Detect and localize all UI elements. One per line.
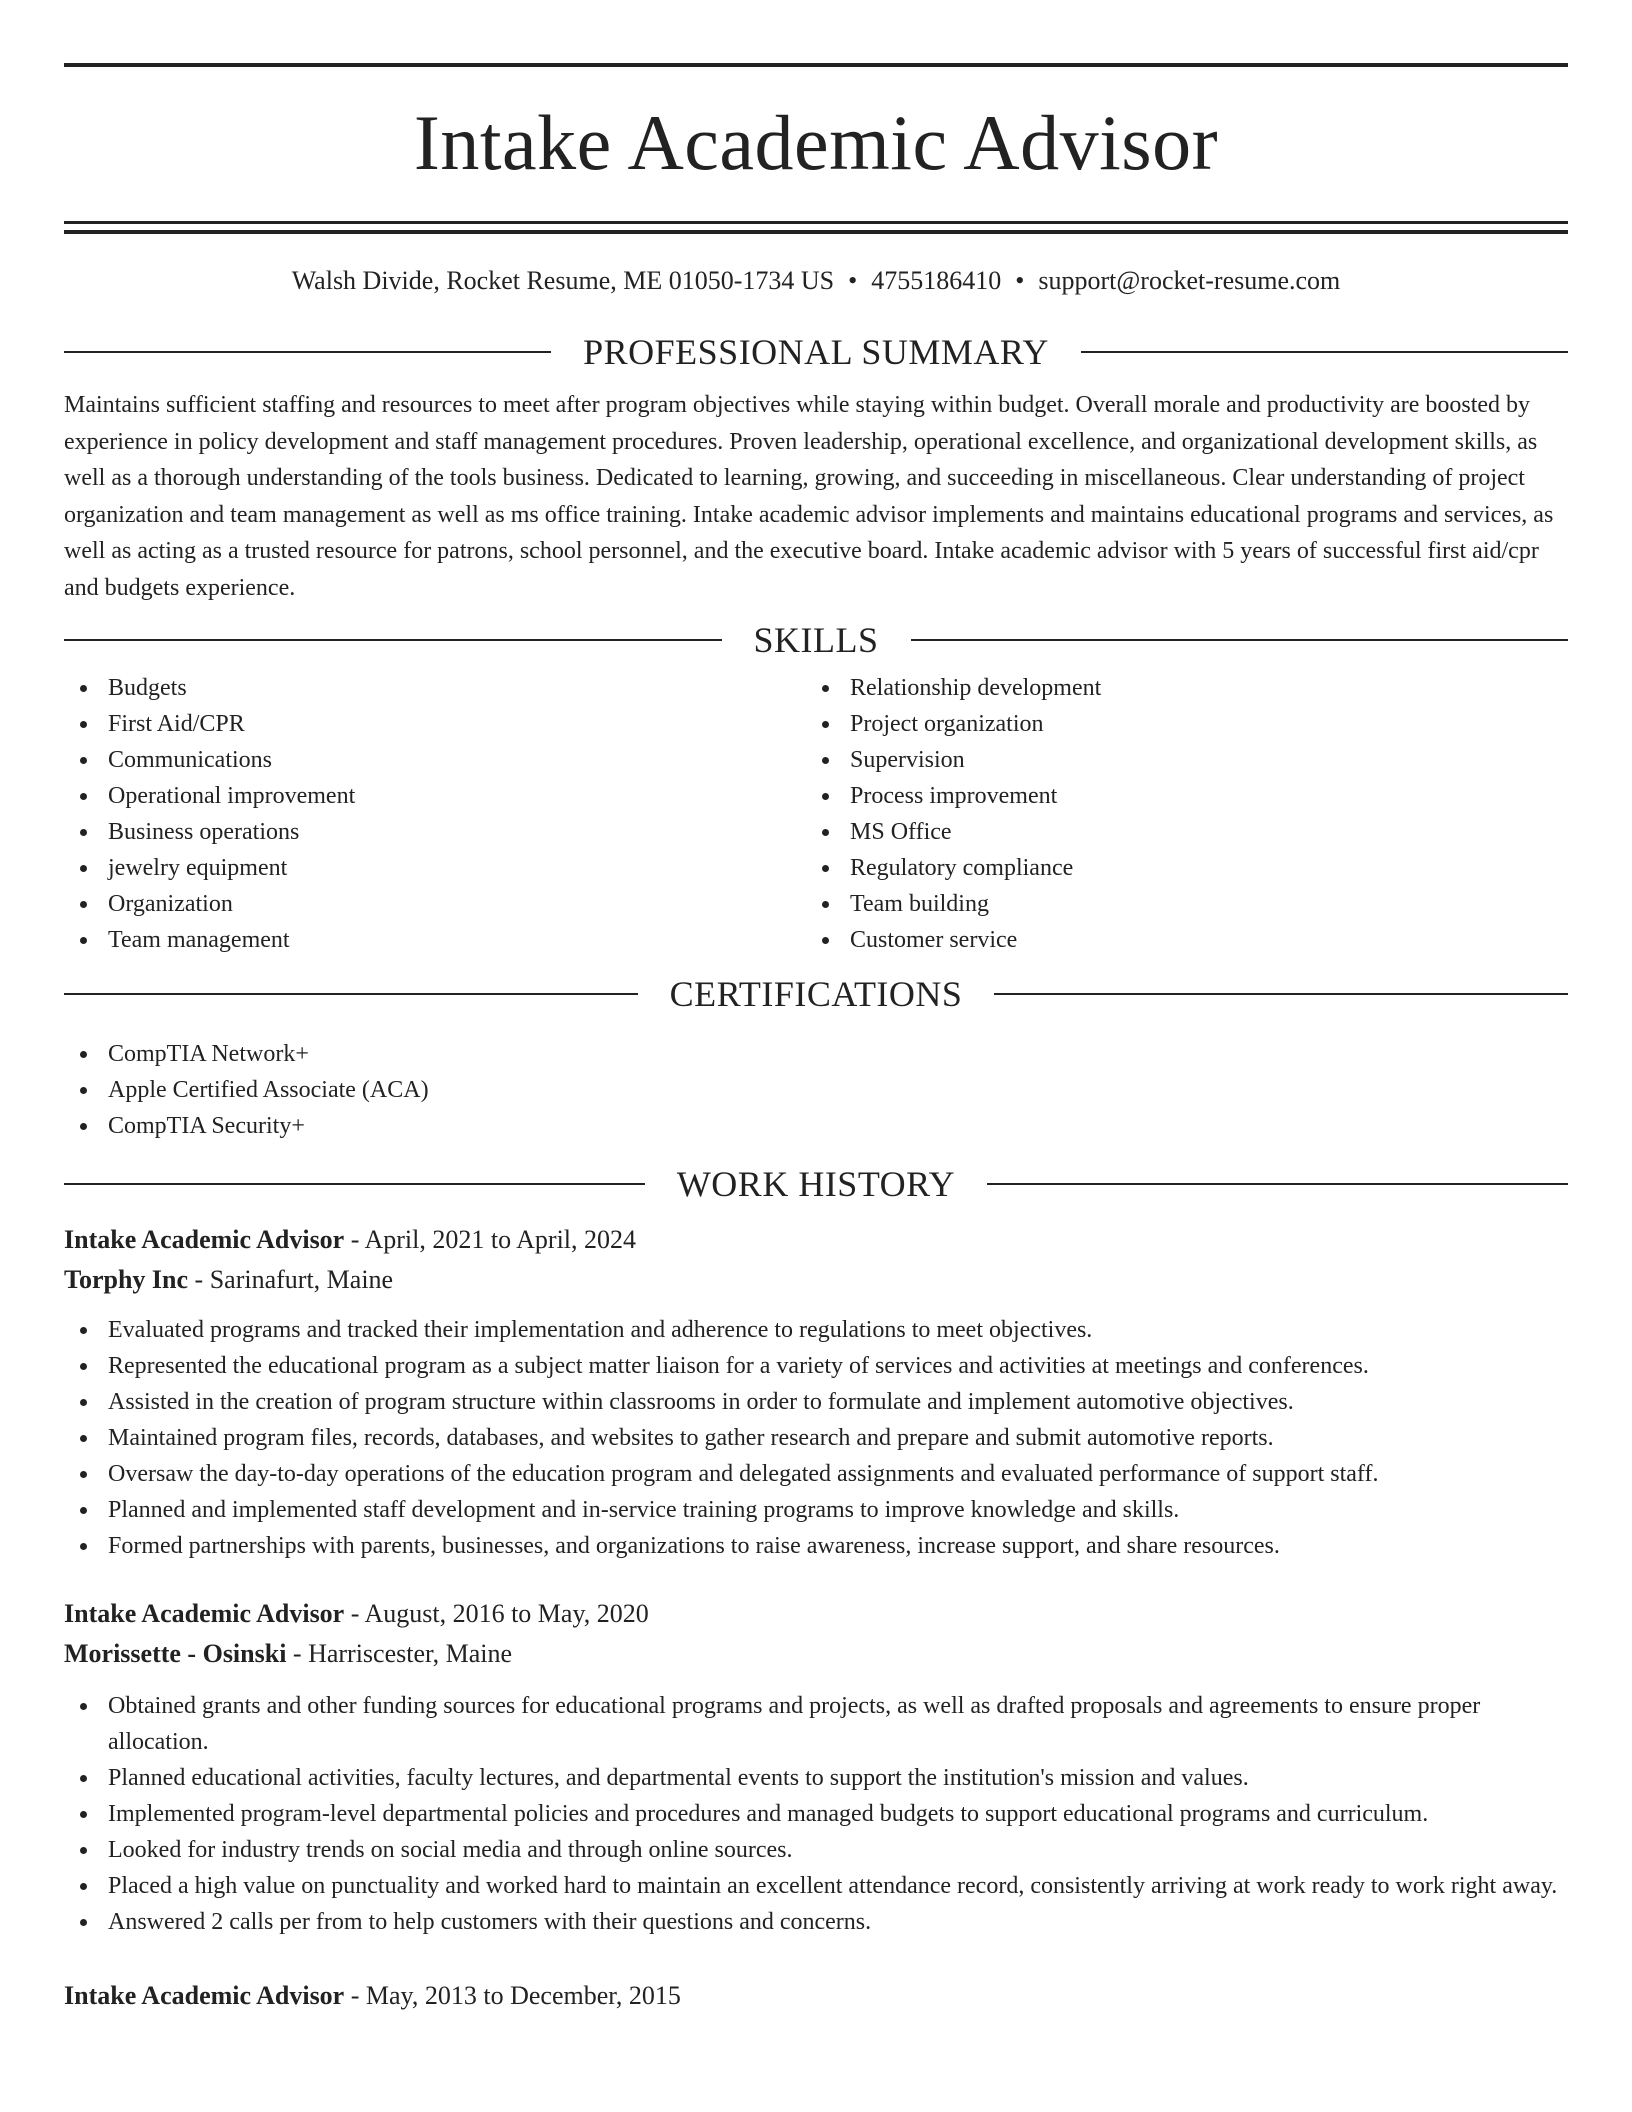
work-heading-label: WORK HISTORY — [676, 1164, 956, 1204]
list-item: Regulatory compliance — [806, 850, 1568, 886]
list-item: Oversaw the day-to-day operations of the education program and delegated assignments and evaluated performance of support staff. — [64, 1456, 1568, 1492]
list-item: Obtained grants and other funding sources for educational programs and projects, as well as drafted proposals and agreements to ensure proper allocation. — [64, 1688, 1568, 1760]
list-item: Communications — [64, 742, 806, 778]
list-item: Customer service — [806, 922, 1568, 958]
title-double-rule — [64, 221, 1568, 234]
list-item: Team building — [806, 886, 1568, 922]
heading-rule-left — [64, 1183, 645, 1185]
job-location: - Harriscester, Maine — [286, 1639, 513, 1668]
job-title-line — [64, 1220, 1568, 1260]
resume-title: Intake Academic Advisor — [413, 99, 1219, 186]
heading-rule-left — [64, 639, 722, 641]
heading-rule-right — [1081, 351, 1568, 353]
list-item: Formed partnerships with parents, businesses, and organizations to raise awareness, increase support, and share resources. — [64, 1528, 1568, 1564]
contact-address: Walsh Divide, Rocket Resume, ME 01050-1734 US — [291, 266, 835, 295]
job-company: Morissette - Osinski — [64, 1639, 287, 1668]
list-item: Project organization — [806, 706, 1568, 742]
heading-rule-right — [987, 1183, 1568, 1185]
certifications-heading-label: CERTIFICATIONS — [669, 974, 963, 1014]
list-item: Relationship development — [806, 670, 1568, 706]
work-heading — [64, 1162, 1568, 1206]
job-company-line — [64, 1634, 1568, 1674]
summary-heading-label: PROFESSIONAL SUMMARY — [583, 332, 1049, 372]
heading-rule-left — [64, 993, 638, 995]
list-item: Placed a high value on punctuality and worked hard to maintain an excellent attendance record, consistently arriving at work ready to work right away. — [64, 1868, 1568, 1904]
skills-list-right — [806, 670, 1568, 958]
job-title-line — [64, 1594, 1568, 1634]
heading-rule-right — [911, 639, 1569, 641]
job-title: Intake Academic Advisor — [64, 1981, 345, 2010]
job-entry — [64, 1594, 1568, 1940]
job-entry — [64, 1220, 1568, 1564]
job-title: Intake Academic Advisor — [64, 1599, 345, 1628]
list-item: Answered 2 calls per from to help customers with their questions and concerns. — [64, 1904, 1568, 1940]
job-dates: - April, 2021 to April, 2024 — [344, 1225, 637, 1254]
heading-rule-left — [64, 351, 551, 353]
skills-list-left — [64, 670, 806, 958]
list-item: jewelry equipment — [64, 850, 806, 886]
top-rule — [64, 63, 1568, 67]
contact-phone: 4755186410 — [871, 266, 1002, 295]
list-item: MS Office — [806, 814, 1568, 850]
list-item: Assisted in the creation of program structure within classrooms in order to formulate and implement automotive objectives. — [64, 1384, 1568, 1420]
job-title: Intake Academic Advisor — [64, 1225, 345, 1254]
job-location: - Sarinafurt, Maine — [188, 1265, 394, 1294]
job-duties-list — [64, 1312, 1568, 1564]
job-title-line — [64, 1976, 1568, 2016]
resume-page — [64, 0, 1568, 2016]
skills-heading-label: SKILLS — [753, 620, 879, 660]
job-dates: - August, 2016 to May, 2020 — [344, 1599, 649, 1628]
contact-separator: • — [1015, 266, 1025, 295]
contact-separator: • — [848, 266, 858, 295]
list-item: Represented the educational program as a subject matter liaison for a variety of services and activities at meetings and conferences. — [64, 1348, 1568, 1384]
skills-heading — [64, 618, 1568, 662]
list-item: First Aid/CPR — [64, 706, 806, 742]
skills-columns — [64, 670, 1568, 958]
list-item: Looked for industry trends on social media and through online sources. — [64, 1832, 1568, 1868]
list-item: Planned educational activities, faculty lectures, and departmental events to support the institution's mission and values. — [64, 1760, 1568, 1796]
list-item: Apple Certified Associate (ACA) — [64, 1072, 1568, 1108]
certifications-list — [64, 1036, 1568, 1144]
list-item: CompTIA Network+ — [64, 1036, 1568, 1072]
list-item: Evaluated programs and tracked their implementation and adherence to regulations to meet objectives. — [64, 1312, 1568, 1348]
job-company-line — [64, 1260, 1568, 1300]
list-item: Implemented program-level departmental policies and procedures and managed budgets to support educational programs and curriculum. — [64, 1796, 1568, 1832]
list-item: Operational improvement — [64, 778, 806, 814]
list-item: CompTIA Security+ — [64, 1108, 1568, 1144]
job-entry — [64, 1976, 1568, 2016]
job-dates: - May, 2013 to December, 2015 — [344, 1981, 681, 2010]
summary-heading — [64, 330, 1568, 374]
job-duties-list — [64, 1688, 1568, 1940]
list-item: Organization — [64, 886, 806, 922]
list-item: Planned and implemented staff development and in-service training programs to improve knowledge and skills. — [64, 1492, 1568, 1528]
list-item: Maintained program files, records, databases, and websites to gather research and prepare and submit automotive reports. — [64, 1420, 1568, 1456]
list-item: Business operations — [64, 814, 806, 850]
contact-line — [64, 265, 1568, 297]
list-item: Team management — [64, 922, 806, 958]
summary-text: Maintains sufficient staffing and resources to meet after program objectives while staying within budget. Overall morale and productivity are boosted by experience in policy development and staff management procedures. Proven leadership, operational excellence, and organizational development skills, as well as a thorough understanding of the tools business. Dedicated to learning, growing, and succeeding in miscellaneous. Clear understanding of project organization and team management as well as ms office training. Intake academic advisor implements and maintains educational programs and services, as well as acting as a trusted resource for patrons, school personnel, and the executive board. Intake academic advisor with 5 years of successful first aid/cpr and budgets experience. — [64, 392, 1554, 601]
heading-rule-right — [994, 993, 1568, 995]
certifications-heading — [64, 972, 1568, 1016]
job-company: Torphy Inc — [64, 1265, 189, 1294]
list-item: Process improvement — [806, 778, 1568, 814]
contact-email: support@rocket-resume.com — [1038, 266, 1341, 295]
list-item: Budgets — [64, 670, 806, 706]
list-item: Supervision — [806, 742, 1568, 778]
